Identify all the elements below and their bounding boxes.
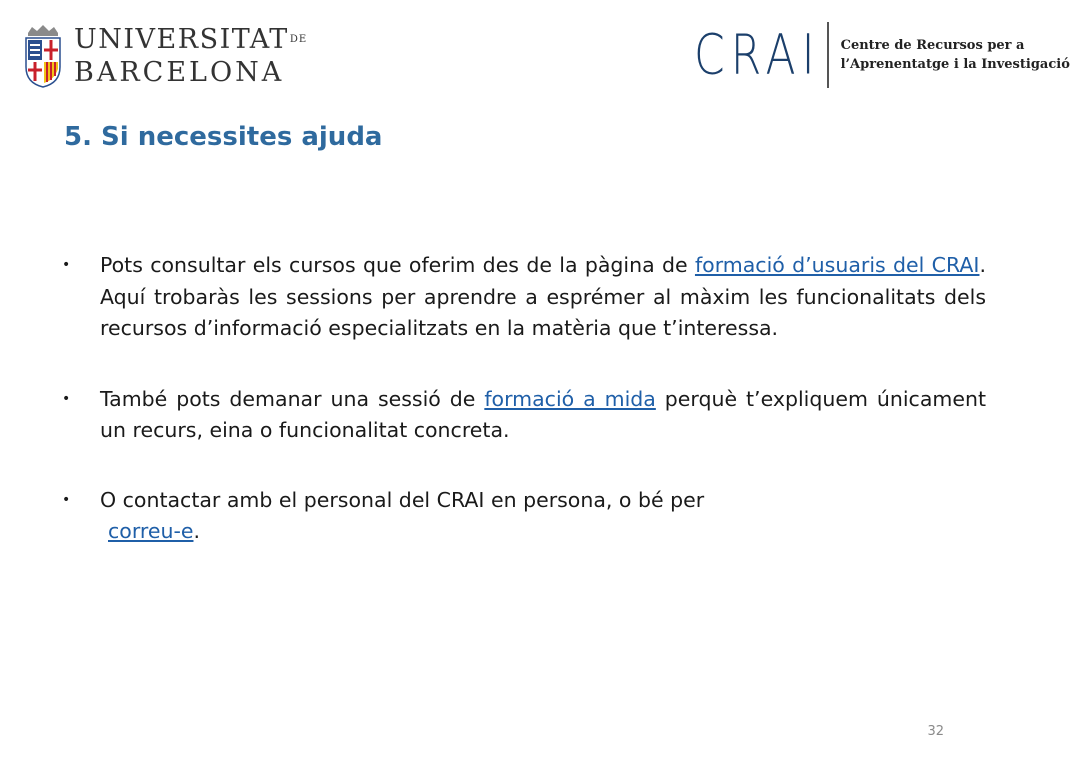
bullet-text-pre: També pots demanar una sessió de xyxy=(100,386,485,411)
crai-description xyxy=(841,36,1070,74)
bullet-icon: • xyxy=(62,390,71,407)
bullet-text xyxy=(100,384,986,447)
slide-title: 5. Si necessites ajuda xyxy=(64,122,383,152)
bullet-list xyxy=(62,250,986,548)
bullet-text-post: perquè t’expliquem únicament un recurs, eina o funcionalitat concreta. xyxy=(100,386,987,442)
ub-seal-icon xyxy=(22,23,64,89)
ub-wordmark xyxy=(74,26,307,86)
crai-description-line1: Centre de Recursos per a xyxy=(840,38,1025,53)
bullet-text-post: . xyxy=(193,519,201,543)
bullet-item-contact xyxy=(62,485,986,548)
bullet-text-post: . Aquí trobaràs les sessions per aprendre a esprémer al màxim les funcionalitats dels recursos d’informació especialitzats en la matèria que t’interessa. xyxy=(100,253,986,340)
link-formacio-a-mida[interactable]: formació a mida xyxy=(484,386,656,411)
page-number: 32 xyxy=(927,724,944,739)
crai-divider xyxy=(827,22,829,88)
ub-wordmark-de: DE xyxy=(289,34,308,45)
ub-wordmark-line1: UNIVERSITAT xyxy=(74,24,289,55)
bullet-text xyxy=(100,250,986,345)
crai-logo xyxy=(694,22,1070,88)
ub-wordmark-line2: BARCELONA xyxy=(74,57,285,88)
crai-mark: CRAI xyxy=(694,23,821,87)
bullet-text xyxy=(100,485,986,548)
bullet-text-pre: O contactar amb el personal del CRAI en persona, o bé per xyxy=(100,487,705,512)
link-formacio-usuaris[interactable]: formació d’usuaris del CRAI xyxy=(694,253,980,277)
bullet-icon: • xyxy=(62,491,71,508)
link-correu-e[interactable]: correu-e xyxy=(108,519,194,543)
bullet-icon: • xyxy=(62,257,71,273)
bullet-item-training xyxy=(62,250,986,345)
bullet-item-custom-session xyxy=(62,384,986,447)
crai-description-line2: l’Aprenentatge i la Investigació xyxy=(840,57,1070,72)
ub-logo xyxy=(22,20,307,92)
bullet-text-pre: Pots consultar els cursos que oferim des de la pàgina de xyxy=(100,253,695,277)
bullet-continuation xyxy=(100,516,986,548)
